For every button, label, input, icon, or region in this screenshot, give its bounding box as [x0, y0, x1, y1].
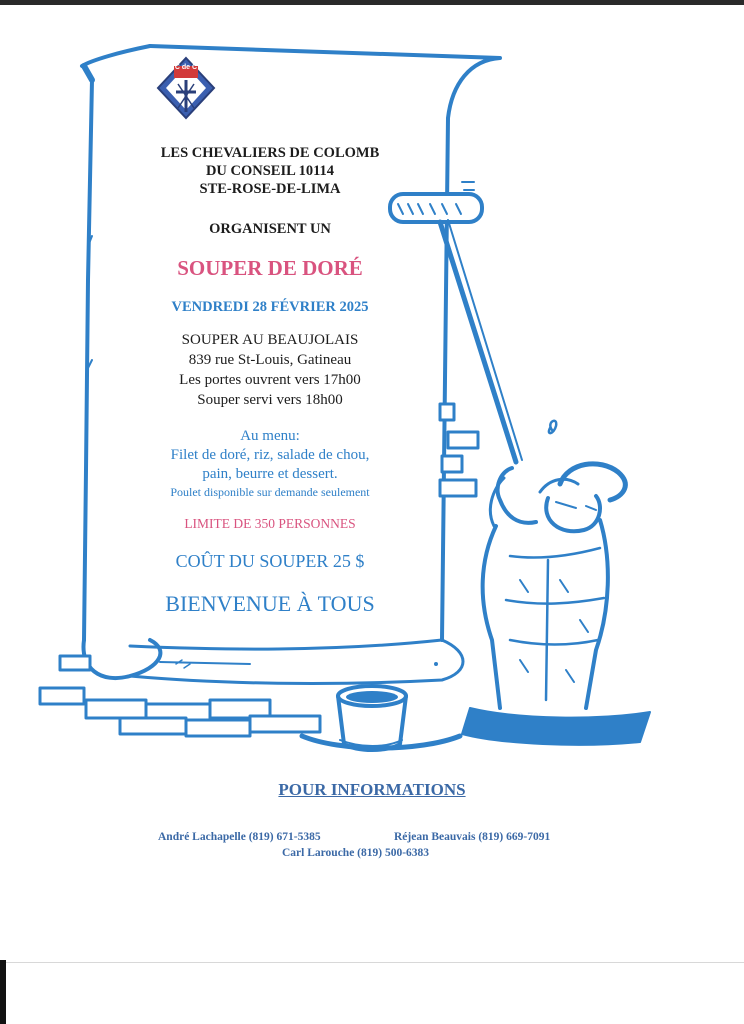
event-date: VENDREDI 28 FÉVRIER 2025: [171, 299, 369, 315]
dinner-served-time: Souper servi vers 18h00: [197, 392, 343, 408]
menu-heading: Au menu:: [240, 428, 300, 444]
organize-label: ORGANISENT UN: [209, 221, 331, 237]
capacity-limit: LIMITE DE 350 PERSONNES: [184, 516, 356, 531]
event-title: SOUPER DE DORÉ: [177, 256, 363, 280]
scan-side-edge: [0, 960, 6, 1024]
menu-note: Poulet disponible sur demande seulement: [170, 485, 370, 499]
info-heading: POUR INFORMATIONS: [278, 780, 466, 799]
contact-2: Réjean Beauvais (819) 669-7091: [394, 831, 551, 843]
dinner-cost: COÛT DU SOUPER 25 $: [175, 551, 365, 571]
menu-line-2: pain, beurre et dessert.: [202, 466, 338, 482]
organizer-line-2: DU CONSEIL 10114: [205, 163, 335, 179]
venue-name: SOUPER AU BEAUJOLAIS: [181, 332, 359, 348]
doors-open-time: Les portes ouvrent vers 17h00: [179, 372, 361, 388]
contact-1: André Lachapelle (819) 671-5385: [158, 831, 321, 843]
contact-3: Carl Larouche (819) 500-6383: [282, 847, 430, 859]
venue-address: 839 rue St-Louis, Gatineau: [188, 352, 352, 368]
menu-line-1: Filet de doré, riz, salade de chou,: [170, 447, 370, 463]
scan-page-edge: [0, 962, 744, 963]
welcome-all: BIENVENUE À TOUS: [165, 591, 375, 616]
emblem-lettering: C de C: [174, 64, 198, 71]
organizer-line-3: STE-ROSE-DE-LIMA: [199, 181, 341, 197]
organizer-line-1: LES CHEVALIERS DE COLOMB: [160, 145, 380, 161]
